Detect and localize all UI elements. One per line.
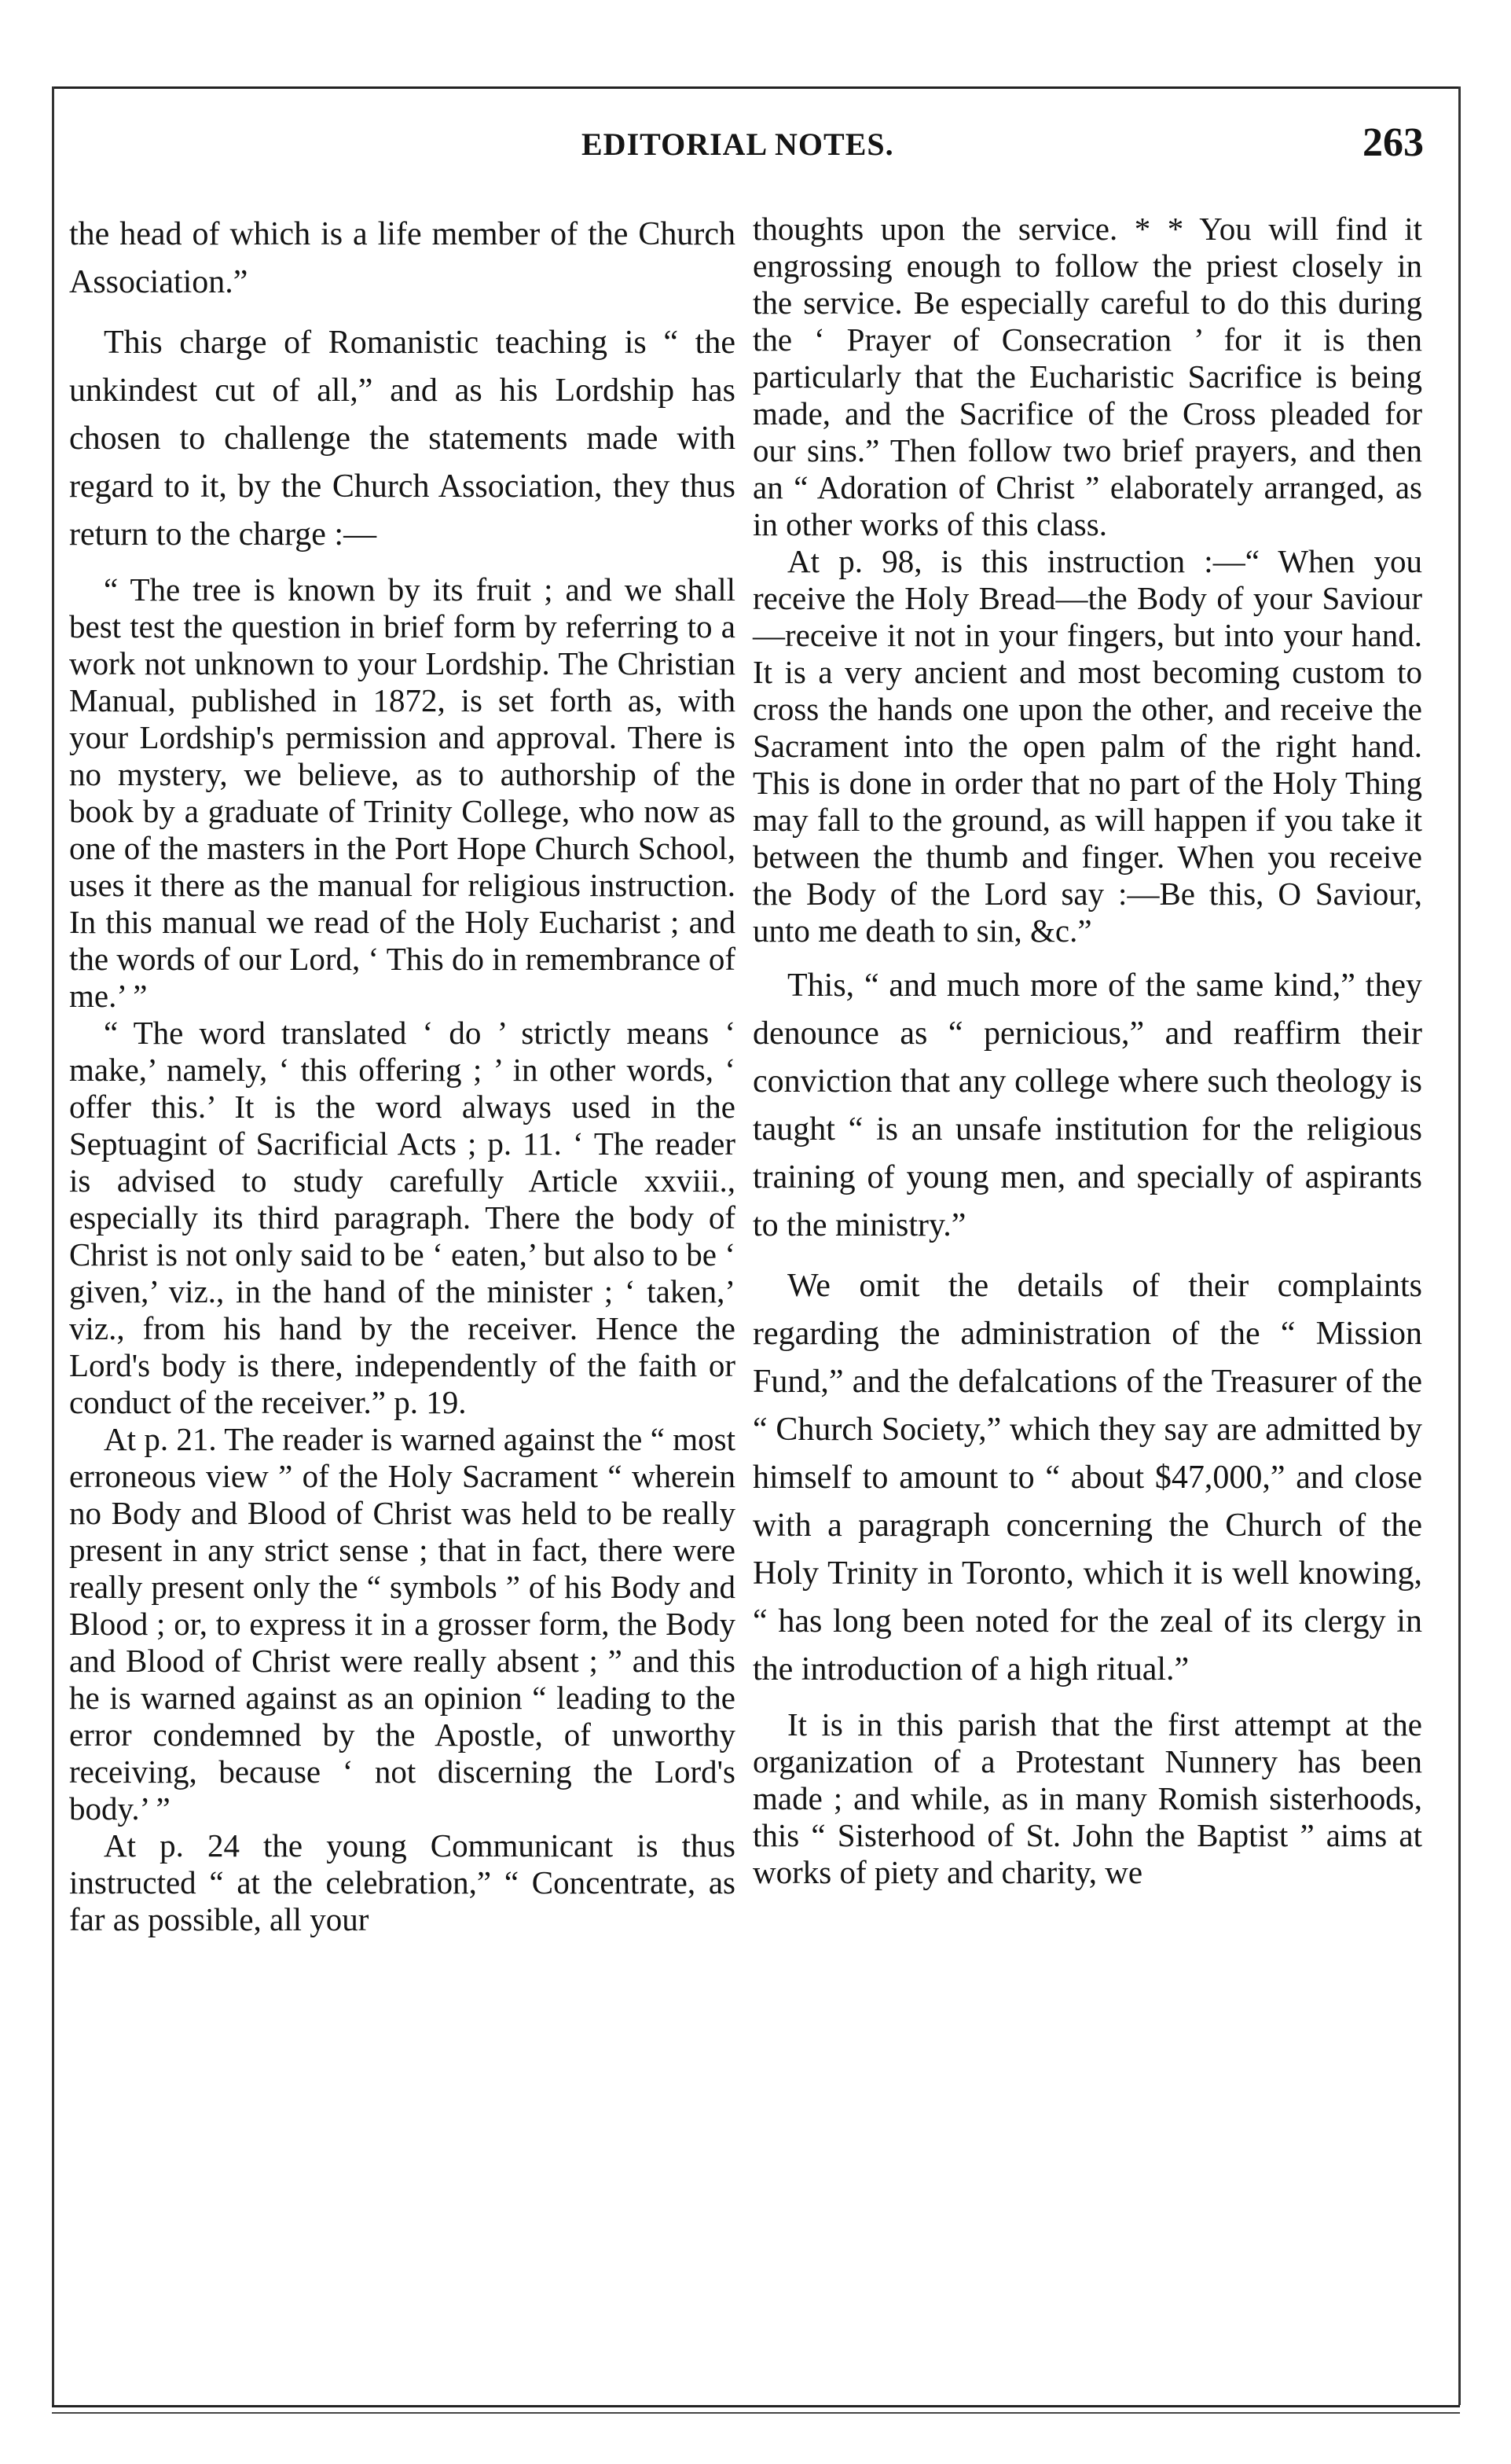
right-border-rule	[1458, 86, 1461, 2405]
left-border-rule	[52, 86, 54, 2405]
left-paragraph-1: the head of which is a life member of the Church Association.”	[69, 216, 735, 300]
left-paragraph-2: This charge of Romanistic teaching is “ the unkindest cut of all,” and as his Lordship has chosen to challenge the statements made with regard to it, by the Church Association, they thus return to the charge :—	[69, 325, 735, 553]
left-paragraph-5: At p. 21. The reader is warned against the “ most erroneous view ” of the Holy Sacrament “ wherein no Body and Blood of Christ was held to be really present in any strict sense ; that in fact, there were really present only the “ symbols ” of his Body and Blood ; or, to express it in a grosser form, the Body and Blood of Christ were really absent ; ” and this he is warned against as an opinion “ leading to the error condemned by the Apostle, of unworthy receiving, because ‘ not discerning the Lord's body.’ ”	[69, 1421, 735, 1827]
right-column	[753, 211, 1422, 1891]
left-paragraph-4: “ The word translated ‘ do ’ strictly means ‘ make,’ namely, ‘ this offering ; ’ in other words, ‘ offer this.’ It is the word always used in the Septuagint of Sacrificial Acts ; p. 11. ‘ The reader is advised to study carefully Article xxviii., especially its third paragraph. There the body of Christ is not only said to be ‘ eaten,’ but also to be ‘ given,’ viz., in the hand of the minister ; ‘ taken,’ viz., from his hand by the receiver. Hence the Lord's body is there, independently of the faith or conduct of the receiver.” p. 19.	[69, 1015, 735, 1420]
right-paragraph-5: It is in this parish that the first attempt at the organization of a Protestant Nunnery has been made ; and while, as in many Romish sisterhoods, this “ Sisterhood of St. John the Baptist ” aims at works of piety and charity, we	[753, 1706, 1422, 1890]
left-paragraph-6: At p. 24 the young Communicant is thus instructed “ at the celebration,” “ Concentrate, as far as possible, all your	[69, 1827, 735, 1937]
bottom-border-rule-inner	[52, 2412, 1460, 2414]
running-title: EDITORIAL NOTES.	[581, 127, 894, 162]
left-column	[69, 211, 735, 1938]
left-paragraph-3: “ The tree is known by its fruit ; and we shall best test the question in brief form by referring to a work not unknown to your Lordship. The Christian Manual, published in 1872, is set forth as, with your Lordship's permission and approval. There is no mystery, we believe, as to authorship of the book by a graduate of Trinity College, who now as one of the masters in the Port Hope Church School, uses it there as the manual for religious instruction. In this manual we read of the Holy Eucharist ; and the words of our Lord, ‘ This do in remembrance of me.’ ”	[69, 571, 735, 1014]
right-paragraph-3: This, “ and much more of the same kind,” they denounce as “ pernicious,” and reaffirm their conviction that any college where such theology is taught “ is an unsafe institution for the religious training of young men, and specially of aspirants to the ministry.”	[753, 968, 1422, 1243]
page-number: 263	[1362, 120, 1424, 165]
right-paragraph-2: At p. 98, is this instruction :—“ When you receive the Holy Bread—the Body of your Saviour—receive it not in your fingers, but into your hand. It is a very ancient and most becoming custom to cross the hands one upon the other, and receive the Sacrament into the open palm of the right hand. This is done in order that no part of the Holy Thing may fall to the ground, as will happen if you take it between the thumb and finger. When you receive the Body of the Lord say :—Be this, O Saviour, unto me death to sin, &c.”	[753, 543, 1422, 949]
right-paragraph-1: thoughts upon the service. * * You will find it engrossing enough to follow the priest closely in the service. Be especially careful to do this during the ‘ Prayer of Consecration ’ for it is then particularly that the Eucharistic Sacrifice is being made, and the Sacrifice of the Cross pleaded for our sins.” Then follow two brief prayers, and then an “ Adoration of Christ ” elaborately arranged, as in other works of this class.	[753, 211, 1422, 542]
bottom-border-rule	[52, 2405, 1460, 2407]
right-paragraph-4: We omit the details of their complaints regarding the administration of the “ Mission Fund,” and the defalcations of the Treasurer of the “ Church Society,” which they say are admitted by himself to amount to “ about $47,000,” and close with a paragraph concerning the Church of the Holy Trinity in Toronto, which it is well knowing, “ has long been noted for the zeal of its clergy in the introduction of a high ritual.”	[753, 1268, 1422, 1687]
top-border-rule	[52, 86, 1460, 89]
